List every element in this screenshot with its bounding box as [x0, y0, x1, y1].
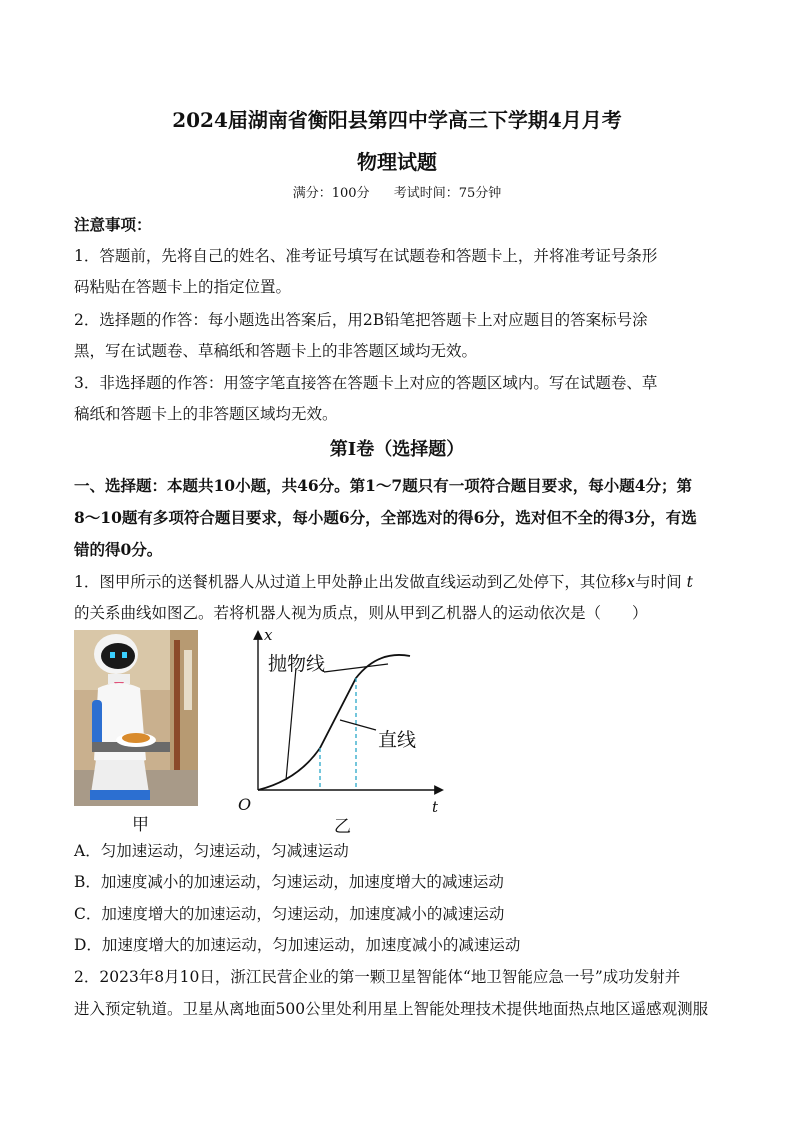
exam-subject: 物理试题 — [357, 150, 437, 174]
xt-curve — [258, 655, 410, 790]
notice-line: 黑，写在试题卷、草稿纸和答题卡上的非答题区域均无效。 — [74, 342, 478, 360]
part1-line: 错的得0分。 — [74, 540, 163, 559]
q2-line: 进入预定轨道。卫星从离地面500公里处利用星上智能处理技术提供地面热点地区遥感观测服 — [74, 1000, 709, 1018]
option-d: D．加速度增大的加速运动，匀加速运动，加速度减小的减速运动 — [74, 936, 521, 954]
leader-line — [340, 720, 376, 730]
var-x: x — [626, 573, 636, 591]
robot-photo — [74, 630, 198, 806]
notice-line: 3．非选择题的作答：用签字笔直接答在答题卡上对应的答题区域内。写在试题卷、草 — [74, 374, 658, 392]
notice-line: 1．答题前，先将自己的姓名、准考证号填写在试题卷和答题卡上，并将准考证号条形 — [74, 247, 658, 265]
option-c: C．加速度增大的加速运动，匀速运动，加速度减小的减速运动 — [74, 905, 505, 923]
option-b: B．加速度减小的加速运动，匀速运动，加速度增大的减速运动 — [74, 873, 504, 891]
notice-heading: 注意事项： — [74, 215, 152, 234]
q2-line: 2．2023年8月10日，浙江民营企业的第一颗卫星智能体“地卫智能应急一号”成功发射并 — [74, 968, 681, 986]
option-a: A．匀加速运动，匀速运动，匀减速运动 — [74, 842, 349, 860]
q1-stem-part: 1．图甲所示的送餐机器人从过道上甲处静止出发做直线运动到乙处停下，其位移 — [74, 573, 627, 591]
time-info: 考试时间：75分钟 — [393, 186, 502, 201]
leader-line — [324, 664, 388, 672]
label-line: 直线 — [378, 729, 417, 751]
axis-label-x: x — [264, 626, 273, 644]
score-info: 满分：100分 — [292, 186, 370, 201]
part1-line: 8～10题有多项符合题目要求，每小题6分，全部选对的得6分，选对但不全的得3分，有选 — [74, 508, 697, 527]
fig-a-caption: 甲 — [132, 815, 149, 835]
q1-stem-line2: 的关系曲线如图乙。若将机器人视为质点，则从甲到乙机器人的运动依次是（ ） — [74, 604, 648, 622]
section-title: 第Ⅰ卷（选择题） — [329, 439, 465, 460]
q1-stem-part: 与时间 — [635, 573, 682, 591]
fig-b-caption: 乙 — [334, 817, 351, 837]
exam-meta — [0, 182, 794, 201]
origin-label: O — [238, 795, 252, 814]
label-parabola: 抛物线 — [268, 653, 326, 675]
notice-line: 码粘贴在答题卡上的指定位置。 — [74, 278, 292, 296]
notice-line: 2．选择题的作答：每小题选出答案后，用2B铅笔把答题卡上对应题目的答案标号涂 — [74, 311, 648, 329]
leader-line — [286, 668, 296, 780]
q1-stem — [74, 570, 693, 592]
axis-label-t: t — [432, 798, 439, 816]
xt-graph — [228, 620, 460, 838]
notice-line: 稿纸和答题卡上的非答题区域均无效。 — [74, 405, 338, 423]
exam-title: 2024届湖南省衡阳县第四中学高三下学期4月月考 — [172, 108, 622, 132]
var-t: t — [686, 573, 693, 591]
part1-line: 一、选择题：本题共10小题，共46分。第1～7题只有一项符合题目要求，每小题4分；第 — [74, 476, 692, 495]
